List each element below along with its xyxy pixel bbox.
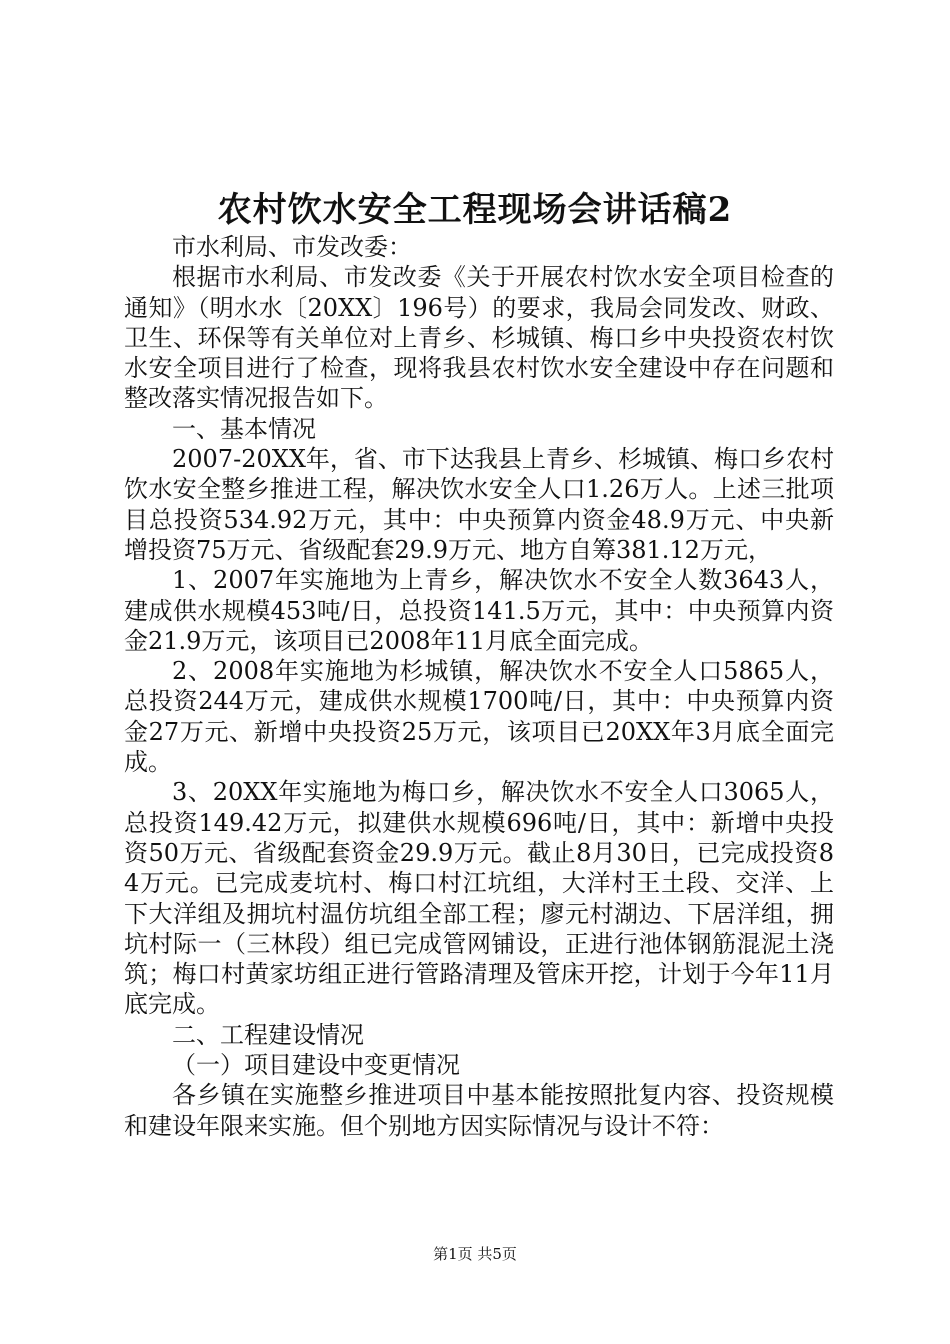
- basic-summary-paragraph: 2007-20XX年，省、市下达我县上青乡、杉城镇、梅口乡农村饮水安全整乡推进工程，解决饮水安全人口1.26万人。上述三批项目总投资534.92万元，其中：中央预算内资金48.9万元、中央新增投资75万元、省级配套29.9万元、地方自筹381.12万元，: [124, 445, 834, 564]
- salutation: 市水利局、市发改委：: [172, 233, 412, 261]
- section-heading-construction: 二、工程建设情况: [172, 1020, 364, 1049]
- page-footer: 第1页 共5页: [433, 1245, 517, 1263]
- item-20xx-paragraph: 3、20XX年实施地为梅口乡，解决饮水不安全人口3065人，总投资149.42万元，拟建供水规模696吨/日，其中：新增中央投资50万元、省级配套资金29.9万元。截止8月30日，已完成投资84万元。已完成麦坑村、梅口村江坑组，大洋村王土段、交洋、上下大洋组及拥坑村温仿坑组全部工程；廖元村湖边、下居洋组，拥坑村际一（三林段）组已完成管网铺设，正进行池体钢筋混泥土浇筑；梅口村黄家坊组正进行管路清理及管床开挖，计划于今年11月底完成。: [124, 778, 834, 1019]
- changes-paragraph: 各乡镇在实施整乡推进项目中基本能按照批复内容、投资规模和建设年限来实施。但个别地方因实际情况与设计不符：: [124, 1081, 834, 1140]
- item-2007-paragraph: 1、2007年实施地为上青乡，解决饮水不安全人数3643人，建成供水规模453吨/日，总投资141.5万元，其中：中央预算内资金21.9万元，该项目已2008年11月底全面完成。: [124, 566, 834, 655]
- subsection-heading-changes: （一）项目建设中变更情况: [172, 1051, 460, 1080]
- item-2008-paragraph: 2、2008年实施地为杉城镇，解决饮水不安全人口5865人，总投资244万元，建成供水规模1700吨/日，其中：中央预算内资金27万元、新增中央投资25万元，该项目已20XX年3月底全面完成。: [124, 657, 834, 777]
- document-body: [124, 232, 834, 1141]
- document-title: 农村饮水安全工程现场会讲话稿2: [217, 190, 733, 230]
- section-heading-basic: 一、基本情况: [172, 414, 316, 443]
- intro-paragraph: 根据市水利局、市发改委《关于开展农村饮水安全项目检查的通知》（明水水〔20XX〕196号）的要求，我局会同发改、财政、卫生、环保等有关单位对上青乡、杉城镇、梅口乡中央投资农村饮水安全项目进行了检查，现将我县农村饮水安全建设中存在问题和整改落实情况报告如下。: [124, 263, 834, 413]
